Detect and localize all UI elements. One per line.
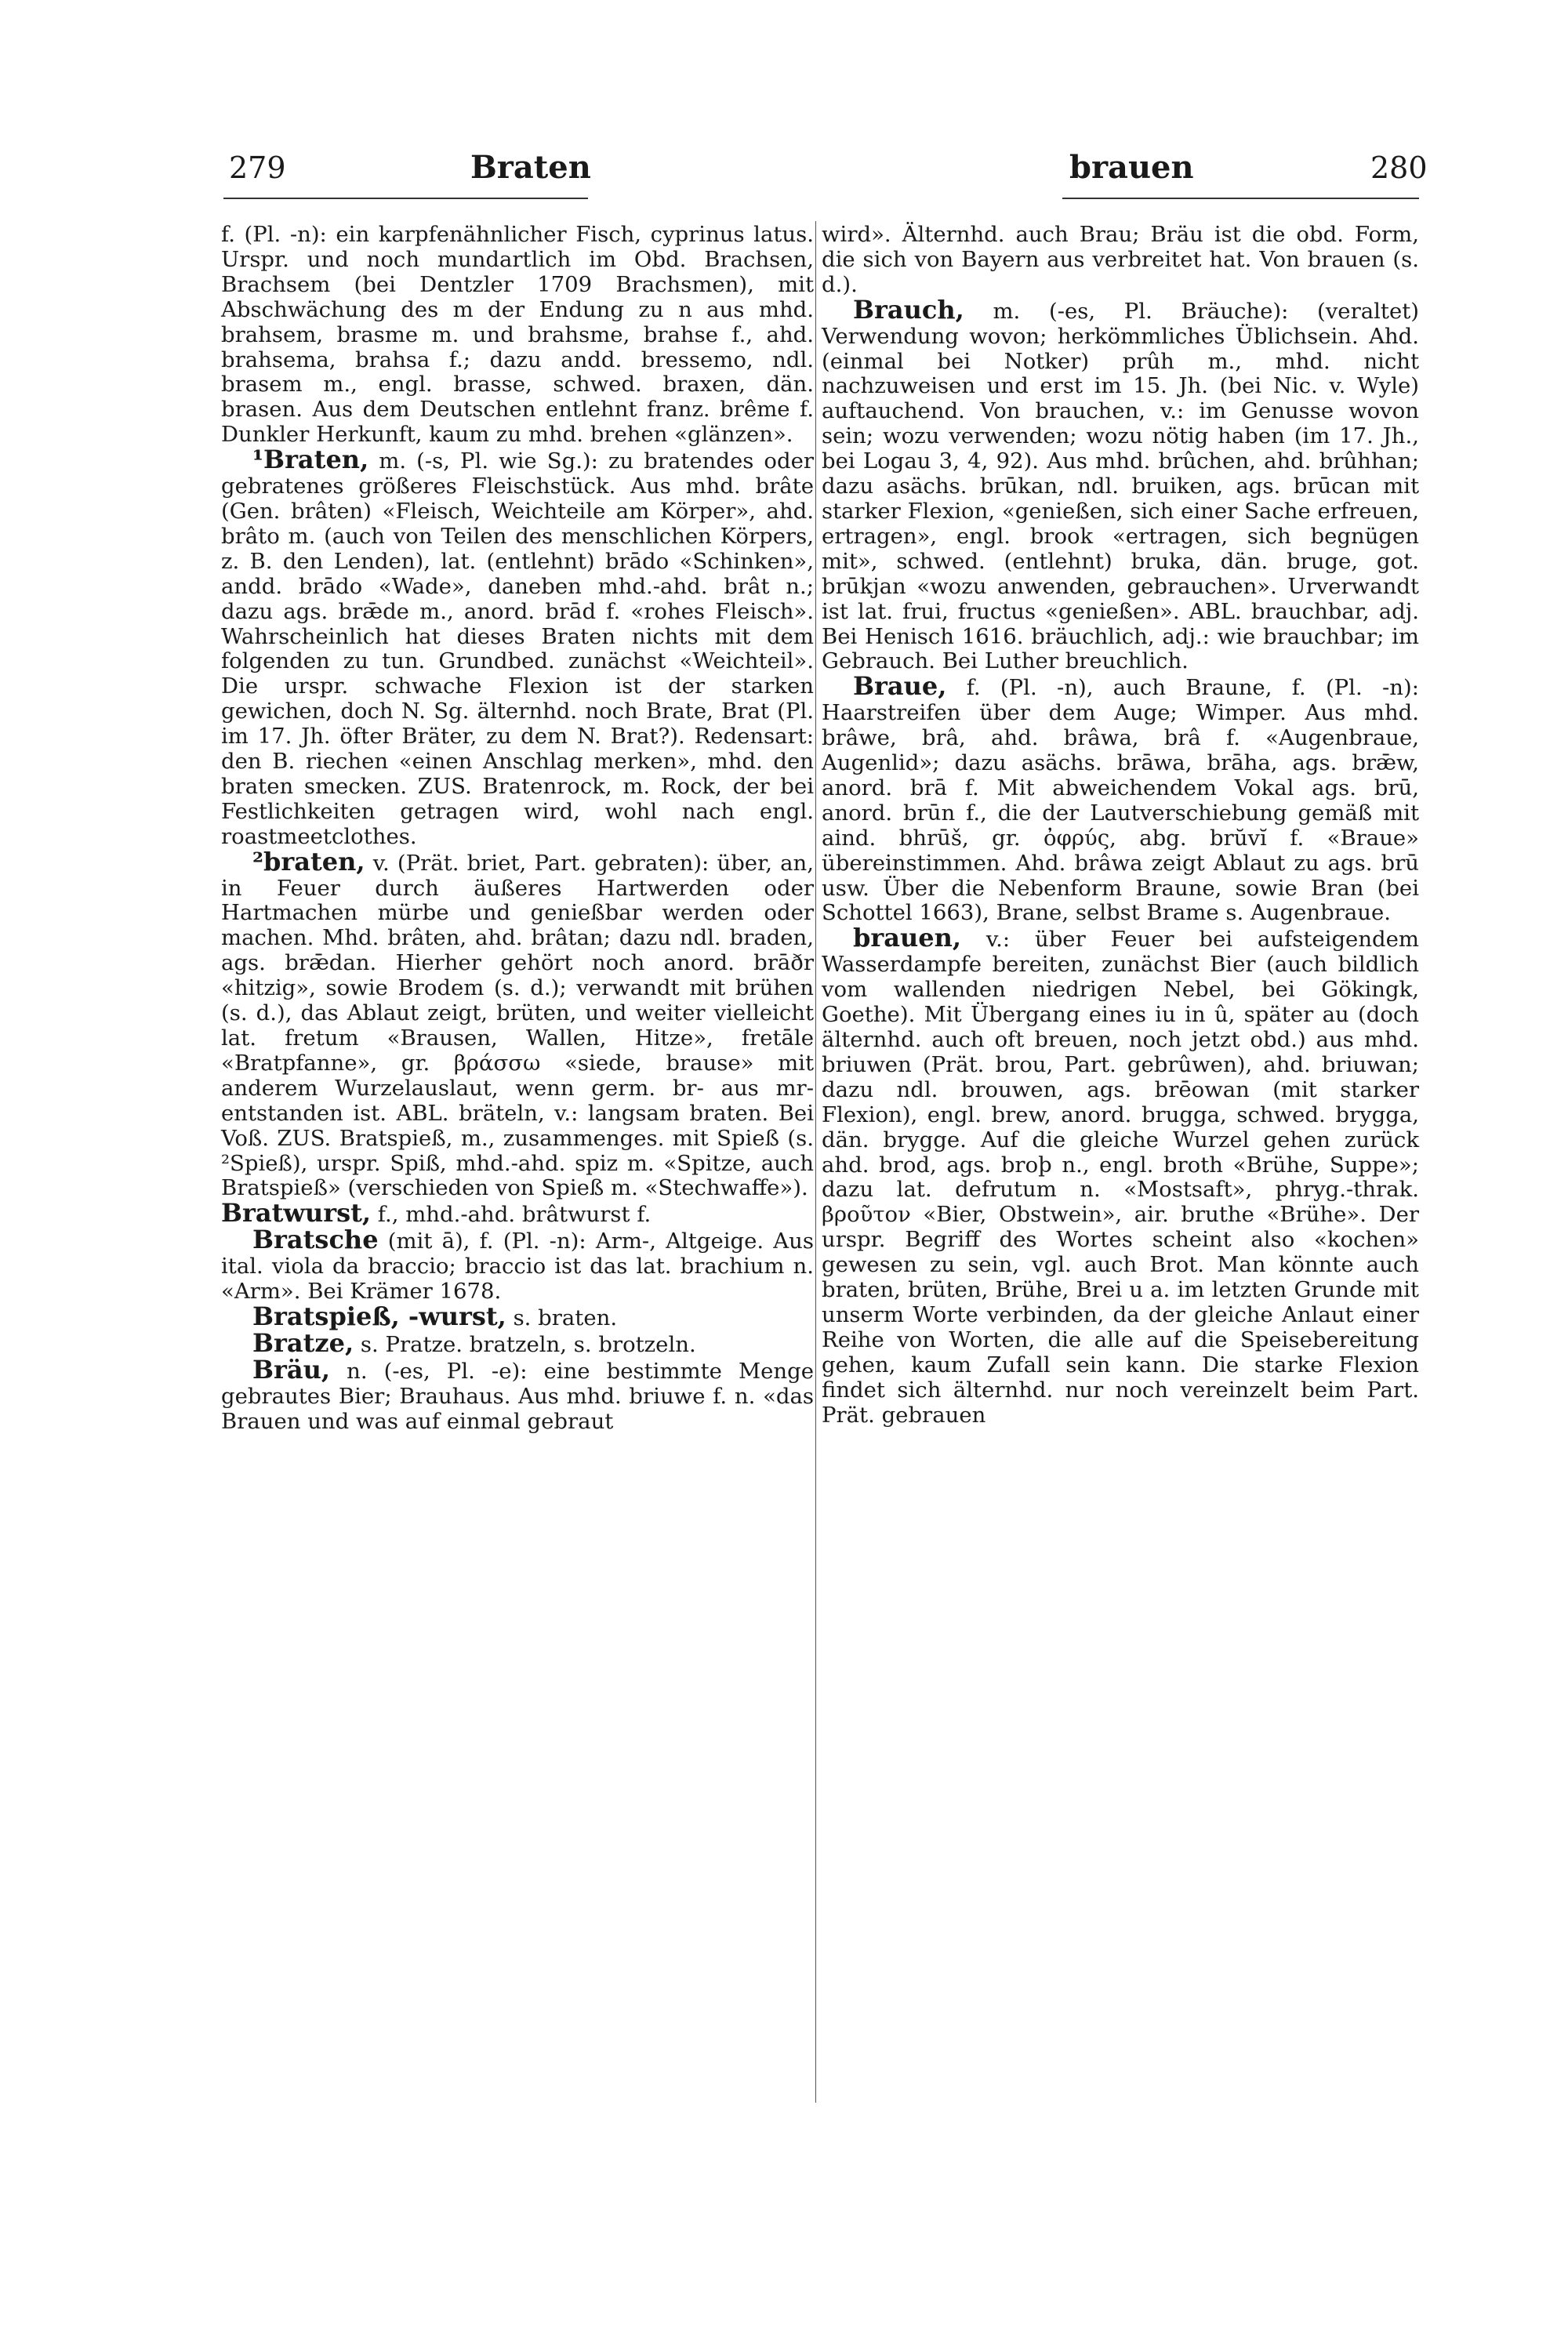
entry-lemma: Brauch, (853, 294, 964, 325)
entry-lemma: Braue, (853, 671, 947, 702)
entry-lemma: Bratsche (252, 1225, 379, 1255)
entry-text: (mit ā), f. (Pl. -n): Arm-, Altgeige. Aus ital. viola da braccio; braccio ist das lat. brachium n. «Arm». Bei Krämer 1678. (221, 1229, 814, 1305)
right-page-number: 280 (1370, 151, 1428, 185)
entry-text: m. (-s, Pl. wie Sg.): zu bratendes oder gebratenes größeres Fleischstück. Aus mhd. brâte (Gen. brâten) «Fleisch, Weichteile am Körper», ahd. brâto m. (auch von Teilen des menschlichen Körpers, z. B. den Lenden), lat. (entlehnt) brādo «Schinken», andd. brādo «Wade», daneben mhd.-ahd. brât n.; dazu ags. brǣde m., anord. brād f. «rohes Fleisch». Wahrscheinlich hat dieses Braten nichts mit dem folgenden zu tun. Grundbed. zunächst «Weichteil». Die urspr. schwache Flexion ist der starken gewichen, doch N. Sg. älternhd. noch Brate, Brat (Pl. im 17. Jh. öfter Bräter, zu dem N. Brat?). Redensart: den B. riechen «einen Anschlag merken», mhd. den braten smecken. ZUS. Bratenrock, m. Rock, der bei Festlichkeiten getragen wird, wohl nach engl. roastmeetclothes. (221, 448, 814, 849)
dictionary-entry (221, 1327, 814, 1358)
entry-text: v. (Prät. briet, Part. gebraten): über, an, in Feuer durch äußeres Hartwerden oder Hartmachen mürbe und genießbar werden oder machen. Mhd. brâten, ahd. brâtan; dazu ndl. braden, ags. brǣdan. Hierher gehört noch anord. brāðr «hitzig», sowie Brodem (s. d.); verwandt mit brühen (s. d.), das Ablaut zeigt, brüten, und weiter vielleicht lat. fretum «Brausen, Wallen, Hitze», fretāle «Bratpfanne», gr. βράσσω «siede, brause» mit anderem Wurzelauslaut, wenn germ. br- aus mr- entstanden ist. ABL. bräteln, v.: langsam braten. Bei Voß. ZUS. Bratspieß, m., zusammenges. mit Spieß (s. ²Spieß), urspr. Spiß, mhd.-ahd. spiz m. «Spitze, auch Bratspieß» (verschieden von Spieß m. «Stechwaffe»). (221, 850, 814, 1201)
dictionary-entry (221, 445, 814, 850)
entry-text: f. (Pl. -n): ein karpfenähnlicher Fisch, cyprinus latus. Urspr. und noch mundartlich im Obd. Brachsen, Brachsem (bei Dentzler 1709 Brachsmen), mit Abschwächung des m der Endung zu n aus mhd. brahsem, brasme m. und brahsme, brahse f., ahd. brahsema, brahsa f.; dazu andd. bressemo, ndl. brasem m., engl. brasse, schwed. braxen, dän. brasen. Aus dem Deutschen entlehnt franz. brême f. Dunkler Herkunft, kaum zu mhd. brehen «glänzen». (221, 222, 814, 448)
entry-lemma: Bräu, (252, 1354, 331, 1385)
entry-text: f., mhd.-ahd. brâtwurst f. (377, 1202, 652, 1228)
entry-text: n. (-es, Pl. -e): eine bestimmte Menge gebrautes Bier; Brauhaus. Aus mhd. briuwe f. n. «das Brauen und was auf einmal gebraut (221, 1358, 815, 1434)
entry-text: wird». Älternhd. auch Brau; Bräu ist die obd. Form, die sich von Bayern aus verbreitet hat. Von brauen (s. d.). (822, 222, 1419, 297)
entry-lemma: Bratze, (252, 1327, 354, 1358)
column-divider (815, 221, 816, 2103)
dictionary-entry (221, 1354, 815, 1435)
left-running-headword: Braten (470, 149, 591, 186)
entry-lemma: Bratspieß, -wurst, (252, 1301, 506, 1331)
dictionary-entry (822, 671, 1420, 926)
entry-text: v.: über Feuer bei aufsteigendem Wasserdampfe bereiten, zunächst Bier (auch bildlich vom wallenden niedrigen Nebel, bei Gökingk, Goethe). Mit Übergang eines iu in û, später au (doch älternhd. auch oft breuen, noch jetzt obd.) aus mhd. briuwen (Prät. brou, Part. gebrûwen), ahd. briuwan; dazu ndl. brouwen, ags. brēowan (mit starker Flexion), engl. brew, anord. brugga, schwed. brygga, dän. brygge. Auf die gleiche Wurzel gehen zurück ahd. brod, ags. broþ n., engl. broth «Brühe, Suppe»; dazu lat. defrutum n. «Mostsaft», phryg.-thrak. βροῦτον «Bier, Obstwein», air. bruthe «Brühe». Der urspr. Begriff des Wortes scheint also «kochen» gewesen zu sein, vgl. auch Brot. Man könnte auch braten, brüten, Brühe, Brei u a. im letzten Grunde mit unserm Worte verbinden, da der gleiche Anlaut einer Reihe von Worten, die alle auf die Speisebereitung gehen, kaum Zufall sein kann. Die starke Flexion findet sich älternhd. nur noch vereinzelt beim Part. Prät. gebrauen (822, 927, 1419, 1428)
page-header (0, 0, 1568, 196)
entry-lemma: Bratwurst, (221, 1198, 372, 1229)
dictionary-entry (221, 1301, 814, 1331)
dictionary-entry (221, 221, 814, 448)
left-page-number: 279 (229, 151, 286, 185)
entry-text: s. braten. (513, 1305, 618, 1330)
entry-lemma: ²braten, (252, 846, 365, 877)
dictionary-entry (822, 221, 1419, 298)
entry-text: m. (-es, Pl. Bräuche): (veraltet) Verwendung wovon; herkömmliches Üblichsein. Ahd. (einmal bei Notker) prûh m., mhd. nicht nachzuweisen und erst im 15. Jh. (bei Nic. v. Wyle) auftauchend. Von brauchen, v.: im Genusse wovon sein; wozu verwenden; wozu nötig haben (im 17. Jh., bei Logau 3, 4, 92). Aus mhd. brûchen, ahd. brûhhan; dazu asächs. brūkan, ndl. bruiken, ags. brūcan mit starker Flexion, «genießen, sich einer Sache erfreuen, ertragen», engl. brook «ertragen, sich begnügen mit», schwed. (entlehnt) bruka, dän. bruge, got. brūkjan «wozu anwenden, gebrauchen». Urverwandt ist lat. frui, fructus «genießen». ABL. brauchbar, adj. Bei Henisch 1616. bräuchlich, adj.: wie brauchbar; im Gebrauch. Bei Luther breuchlich. (822, 298, 1420, 674)
right-running-headword: brauen (1069, 149, 1194, 186)
entry-text: f. (Pl. -n), auch Braune, f. (Pl. -n): Haarstreifen über dem Auge; Wimper. Aus mhd. brâwe, brâ, ahd. brâwa, brâ f. «Augenbraue, Augenlid»; dazu asächs. brāwa, brāha, ags. brǣw, anord. brā f. Mit abweichendem Vokal ags. brū, anord. brūn f., die der Lautverschiebung gemäß mit aind. bhrūš, gr. ὀφρύς, abg. brŭvĭ f. «Braue» übereinstimmen. Ahd. brâwa zeigt Ablaut zu ags. brū usw. Über die Nebenform Braune, sowie Bran (bei Schottel 1663), Brane, selbst Brame s. Augenbraue. (822, 675, 1420, 926)
entry-text: s. Pratze. bratzeln, s. brotzeln. (360, 1331, 696, 1357)
left-column (221, 221, 814, 1435)
dictionary-entry (221, 1225, 814, 1305)
dictionary-entry (221, 846, 814, 1202)
dictionary-entry (822, 294, 1420, 675)
dictionary-entry (822, 923, 1419, 1428)
right-column (822, 221, 1419, 1428)
right-header-rule (1062, 198, 1419, 199)
left-header-rule (223, 198, 588, 199)
entry-lemma: brauen, (853, 923, 961, 953)
entry-lemma: ¹Braten, (252, 445, 369, 475)
dictionary-entry (221, 1198, 814, 1229)
